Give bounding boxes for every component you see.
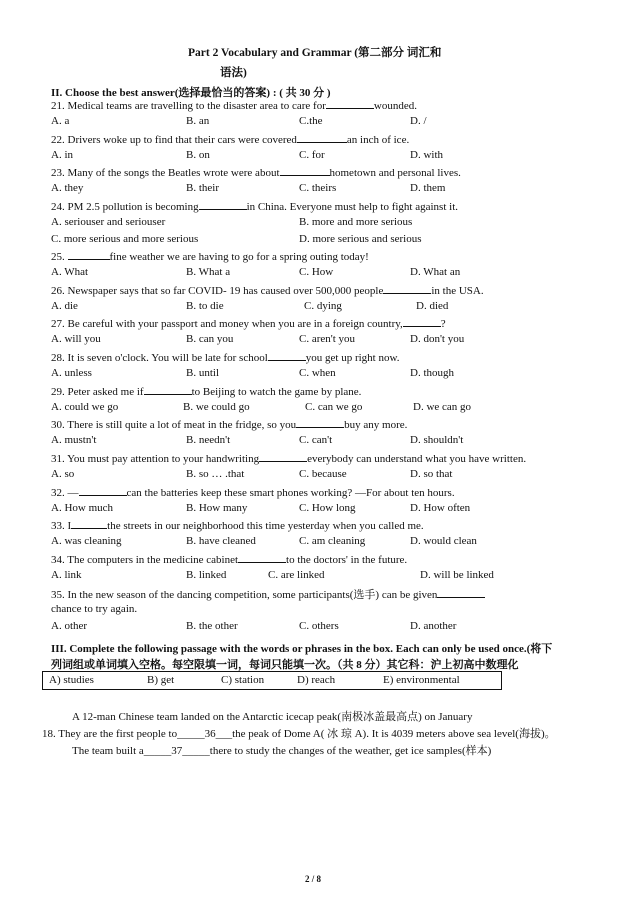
answer-blank[interactable] <box>144 384 192 395</box>
section-2-heading: II. Choose the best answer(选择最恰当的答案) : ( 共 30 分 ) <box>51 87 331 99</box>
answer-option[interactable]: C. How long <box>299 501 356 514</box>
question-stem <box>51 165 461 179</box>
answer-option[interactable]: A. so <box>51 468 75 480</box>
question-text-after-blank: an inch of ice. <box>346 133 410 146</box>
answer-option[interactable]: A. link <box>51 569 82 582</box>
question-text-after-blank: can the batteries keep these smart phones working? —For about ten hours. <box>126 486 455 499</box>
answer-option[interactable]: C. How <box>299 265 334 278</box>
answer-blank[interactable] <box>268 350 306 361</box>
answer-option[interactable]: B. How many <box>186 501 248 514</box>
answer-option[interactable]: A. could we go <box>51 400 119 413</box>
question-text-after-blank: to Beijing to watch the game by plane. <box>191 385 362 398</box>
answer-option[interactable]: A. in <box>51 148 73 161</box>
question-text-after-blank: in China. Everyone must help to fight against it. <box>246 201 459 214</box>
answer-option[interactable]: A. was cleaning <box>51 535 122 548</box>
answer-option[interactable]: B. their <box>186 182 219 195</box>
page-title <box>188 43 468 83</box>
answer-option[interactable]: D. What an <box>410 265 461 278</box>
answer-option[interactable]: A. What <box>51 265 89 278</box>
answer-option[interactable]: B. on <box>186 148 210 161</box>
section-3-heading-line-2: 列词组或单词填入空格。每空限填一词，每词只能填一次。（共 8 分）其它科：沪上初高中数理化 <box>51 659 519 671</box>
answer-blank[interactable] <box>403 316 441 327</box>
answer-option[interactable]: D. more serious and serious <box>299 233 422 246</box>
answer-option[interactable]: C. others <box>299 619 339 632</box>
answer-option[interactable]: C. theirs <box>299 182 337 195</box>
question-text-after-blank: everybody can understand what you have written. <box>307 453 527 465</box>
question-text: 25. <box>51 250 68 263</box>
answer-option[interactable]: C. because <box>299 468 347 480</box>
answer-blank[interactable] <box>238 552 286 563</box>
question-stem <box>51 384 361 398</box>
title-line-2: 语法) <box>220 67 247 79</box>
answer-option[interactable]: B. an <box>186 115 210 127</box>
page-number: 2 / 8 <box>305 874 322 884</box>
answer-blank[interactable] <box>199 199 247 210</box>
question-text-after-blank: you get up right now. <box>305 351 400 364</box>
answer-option[interactable]: C. more serious and more serious <box>51 233 199 246</box>
question-text-after-blank: ? <box>440 318 446 331</box>
answer-option[interactable]: A. other <box>51 619 88 632</box>
answer-option[interactable]: C.the <box>299 115 323 127</box>
answer-option[interactable]: D. with <box>410 148 443 161</box>
title-line-1: Part 2 Vocabulary and Grammar (第二部分 词汇和 <box>188 47 442 59</box>
answer-option[interactable]: B. to die <box>186 299 224 312</box>
question-stem <box>51 417 407 431</box>
passage-line-3: The team built a_____37_____there to study the changes of the weather, get ice samples(样本) <box>72 745 492 757</box>
question-text: 23. Many of the songs the Beatles wrote were about <box>51 167 280 180</box>
answer-option[interactable]: C. can we go <box>305 400 363 413</box>
word-box-item: E) environmental <box>383 674 460 686</box>
question-stem <box>51 249 369 263</box>
question-stem <box>51 199 458 213</box>
answer-blank[interactable] <box>71 518 107 529</box>
question-stem <box>51 518 424 532</box>
question-text-after-blank: in the USA. <box>431 284 484 297</box>
answer-option[interactable]: B. the other <box>186 619 238 632</box>
question-stem <box>51 552 407 566</box>
answer-option[interactable]: D. died <box>416 299 449 312</box>
question-text-after-blank: buy any more. <box>344 419 408 432</box>
word-box-item: C) station <box>221 674 265 686</box>
answer-option[interactable]: D. another <box>410 619 457 632</box>
answer-option[interactable]: A. mustn't <box>51 434 97 447</box>
question-text: 27. Be careful with your passport and money when you are in a foreign country, <box>51 318 403 331</box>
answer-option[interactable]: B. we could go <box>183 400 250 413</box>
answer-blank[interactable] <box>326 98 374 109</box>
answer-option[interactable]: D. How often <box>410 501 471 514</box>
question-text-continued: chance to try again. <box>51 602 138 615</box>
answer-option[interactable]: C. can't <box>299 434 333 447</box>
answer-option[interactable]: A. will you <box>51 333 101 346</box>
answer-option[interactable]: D. / <box>410 115 427 127</box>
answer-blank[interactable] <box>280 165 330 176</box>
question-text: 34. The computers in the medicine cabinet <box>51 554 239 567</box>
question-stem <box>51 132 409 146</box>
question-text: 31. You must pay attention to your handwriting <box>51 453 260 465</box>
passage-line-2: 18. They are the first people to_____36___the peak of Dome A( 冰 琼 A). It is 4039 meters above sea level(海拔)。 <box>42 728 556 740</box>
question-text: 21. Medical teams are travelling to the disaster area to care for <box>51 100 326 112</box>
answer-option[interactable]: B. What a <box>186 265 231 278</box>
question-text: 33. I <box>51 520 72 533</box>
question-stem <box>51 485 455 499</box>
question-stem <box>51 283 484 297</box>
answer-blank[interactable] <box>296 417 344 428</box>
question-stem <box>51 98 417 112</box>
answer-option[interactable]: C. when <box>299 366 336 379</box>
question-text-after-blank: the streets in our neighborhood this time yesterday when you called me. <box>107 520 424 533</box>
question-stem <box>51 451 526 465</box>
answer-option[interactable]: C. dying <box>304 299 342 312</box>
question-text: 30. There is still quite a lot of meat in the fridge, so you <box>51 419 297 432</box>
answer-option[interactable]: B. linked <box>186 569 227 582</box>
question-text: 22. Drivers woke up to find that their cars were covered <box>51 133 297 146</box>
word-box-item: B) get <box>147 674 175 686</box>
answer-option[interactable]: D. will be linked <box>420 569 494 582</box>
question-text: 26. Newspaper says that so far COVID- 19 has caused over 500,000 people <box>51 284 384 297</box>
answer-option[interactable]: A. they <box>51 182 84 195</box>
question-text: 24. PM 2.5 pollution is becoming <box>51 201 199 214</box>
answer-option[interactable]: D. we can go <box>413 400 472 413</box>
section-3-heading-line-1: III. Complete the following passage with the words or phrases in the box. Each can only be used once.(将下 <box>51 643 553 655</box>
answer-blank[interactable] <box>259 451 307 462</box>
answer-option[interactable]: B. needn't <box>186 434 231 447</box>
answer-option[interactable]: D. shouldn't <box>410 434 464 447</box>
answer-blank[interactable] <box>68 249 110 260</box>
question-text: 28. It is seven o'clock. You will be late for school <box>51 351 268 364</box>
question-stem <box>51 316 446 330</box>
answer-blank[interactable] <box>437 587 485 598</box>
word-box-item: A) studies <box>49 674 94 686</box>
answer-option[interactable]: C. are linked <box>268 569 325 582</box>
answer-blank[interactable] <box>297 132 347 143</box>
word-box-item: D) reach <box>297 674 336 686</box>
answer-option[interactable]: B. can you <box>186 333 234 346</box>
answer-option[interactable]: D. would clean <box>410 535 477 548</box>
answer-option[interactable]: A. a <box>51 115 70 127</box>
answer-option[interactable]: D. don't you <box>410 333 465 346</box>
answer-option[interactable]: B. so … .that <box>186 468 245 480</box>
question-text: 29. Peter asked me if <box>51 385 144 398</box>
answer-option[interactable]: C. for <box>299 148 325 161</box>
answer-option[interactable]: A. seriouser and seriouser <box>51 216 166 229</box>
question-stem <box>51 586 485 602</box>
answer-option[interactable]: A. How much <box>51 501 114 514</box>
answer-option[interactable]: B. more and more serious <box>299 216 413 229</box>
answer-option[interactable]: C. aren't you <box>299 333 356 346</box>
answer-option[interactable]: A. unless <box>51 366 92 379</box>
question-text-after-blank: fine weather we are having to go for a spring outing today! <box>109 250 369 263</box>
answer-blank[interactable] <box>383 283 431 294</box>
question-text-after-blank: hometown and personal lives. <box>329 167 461 180</box>
question-stem <box>51 350 399 364</box>
answer-option[interactable]: C. am cleaning <box>299 535 366 548</box>
question-text-after-blank: to the doctors' in the future. <box>286 554 408 567</box>
question-text: 35. In the new season of the dancing competition, some participants(选手) can be given <box>51 588 438 601</box>
passage-line-1: A 12-man Chinese team landed on the Antarctic icecap peak(南极冰盖最高点) on January <box>72 711 473 723</box>
answer-option[interactable]: B. until <box>186 366 220 379</box>
answer-option[interactable]: B. have cleaned <box>186 535 256 548</box>
answer-option[interactable]: D. though <box>410 366 454 379</box>
answer-option[interactable]: D. so that <box>410 468 453 480</box>
answer-blank[interactable] <box>79 485 127 496</box>
question-text: 32. — <box>51 486 79 499</box>
answer-option[interactable]: A. die <box>51 299 78 312</box>
word-box <box>42 671 502 690</box>
question-text-after-blank: wounded. <box>373 100 417 112</box>
answer-option[interactable]: D. them <box>410 182 446 195</box>
